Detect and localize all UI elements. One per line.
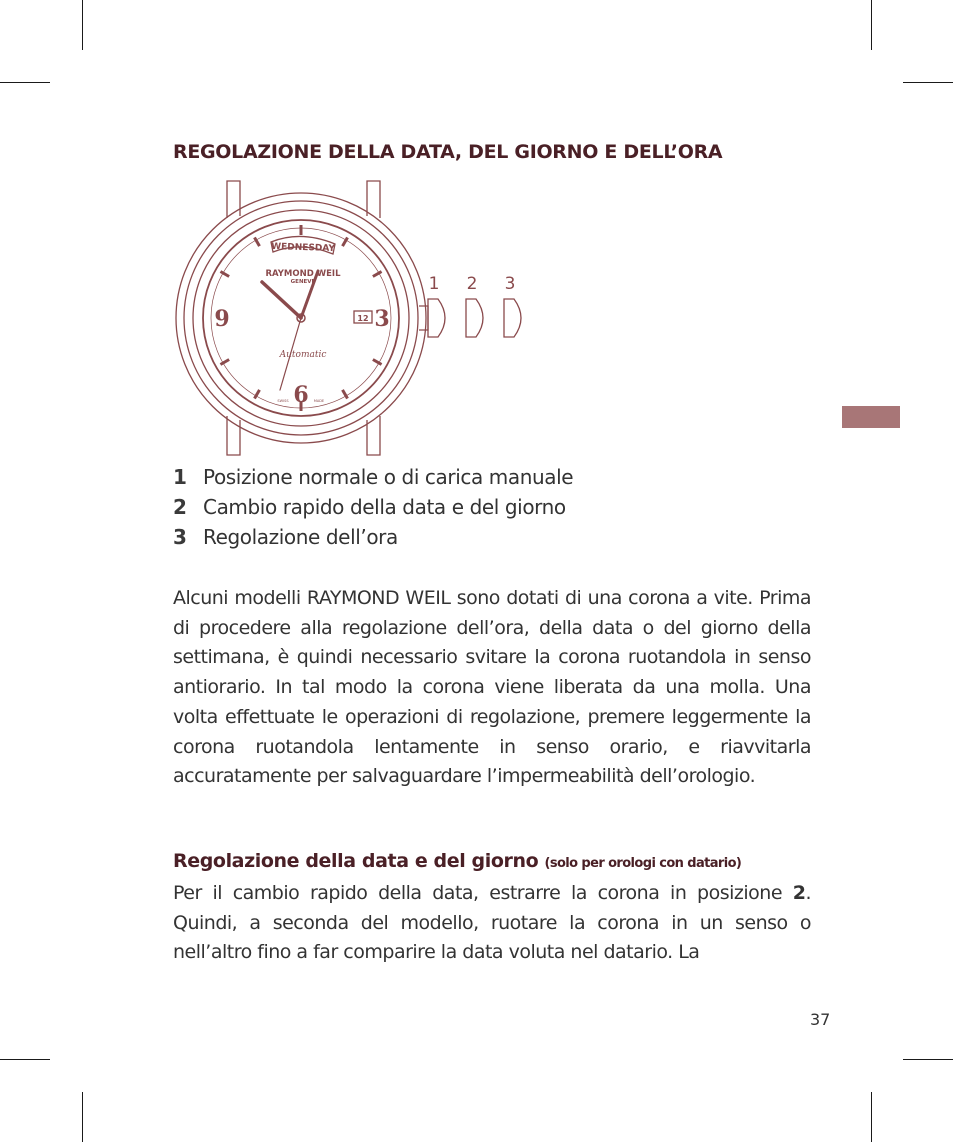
crown-position-2-label: 2	[466, 274, 478, 294]
brand-city: GENEVE	[290, 279, 316, 285]
crop-mark	[903, 82, 953, 83]
subheading-title: Regolazione della data e del giorno	[173, 850, 539, 872]
crop-mark	[871, 0, 872, 50]
intro-paragraph: Alcuni modelli RAYMOND WEIL sono dotati di una corona a vite. Prima di procedere alla regolazione dell’ora, della data o del giorno della settimana, è quindi necessario svitare la corona ruotandola in senso antiorario. In tal modo la corona viene liberata da una molla. Una volta effettuate le operazioni di regolazione, premere leggermente la corona ruotandola lentamente in senso orario, e riavvitarla accuratamente per salvaguardare l’impermeabilità dell’orologio.	[173, 587, 811, 788]
subheading-note: (solo per orologi con datario)	[544, 856, 742, 871]
numeral-3: 3	[374, 306, 390, 332]
lug-bottom-left	[227, 416, 240, 455]
model-name: Automatic	[279, 350, 327, 360]
date-value: 12	[357, 314, 369, 323]
date-paragraph	[173, 879, 811, 968]
crown-position-1-label: 1	[428, 274, 440, 294]
legend-item	[173, 525, 398, 549]
crown-position-1-icon	[428, 299, 445, 337]
legend-number: 1	[173, 465, 187, 489]
legend-text: Posizione normale o di carica manuale	[203, 465, 574, 489]
legend-number: 3	[173, 525, 187, 549]
crown-position-reference: 2	[792, 882, 806, 904]
legend-text: Cambio rapido della data e del giorno	[203, 495, 566, 519]
page-number: 37	[810, 1010, 831, 1029]
crop-mark	[0, 82, 50, 83]
legend-item	[173, 465, 573, 489]
crop-mark	[0, 1059, 50, 1060]
brand-logo-text: RAYMOND WEIL	[265, 269, 341, 279]
date-paragraph-start: Per il cambio rapido della data, estrarre la corona in posizione	[173, 882, 793, 904]
made-label: MADE	[313, 399, 325, 403]
lug-bottom-right	[367, 416, 380, 455]
crop-mark	[871, 1092, 872, 1142]
crown-position-2-icon	[466, 299, 483, 337]
day-label: WEDNESDAY	[271, 241, 336, 255]
numeral-9: 9	[214, 306, 230, 332]
legend-text: Regolazione dell’ora	[203, 525, 398, 549]
legend-item	[173, 495, 566, 519]
date-paragraph-end: . Quindi, a seconda del modello, ruotare la corona in un senso o nell’altro fino a far comparire la data voluta nel datario. La	[173, 882, 811, 964]
crop-mark	[82, 1092, 83, 1142]
crop-mark	[82, 0, 83, 50]
swiss-label: SWISS	[277, 399, 289, 403]
legend-number: 2	[173, 495, 187, 519]
section-tab-marker	[842, 406, 900, 428]
numeral-6: 6	[293, 382, 309, 408]
crop-mark	[903, 1059, 953, 1060]
crown-position-3-label: 3	[504, 274, 516, 294]
watch-illustration	[170, 178, 550, 458]
hour-hand	[262, 282, 301, 318]
page-heading: REGOLAZIONE DELLA DATA, DEL GIORNO E DELL’ORA	[173, 141, 723, 163]
crown-position-3-icon	[504, 299, 521, 337]
section-subheading	[173, 850, 741, 872]
